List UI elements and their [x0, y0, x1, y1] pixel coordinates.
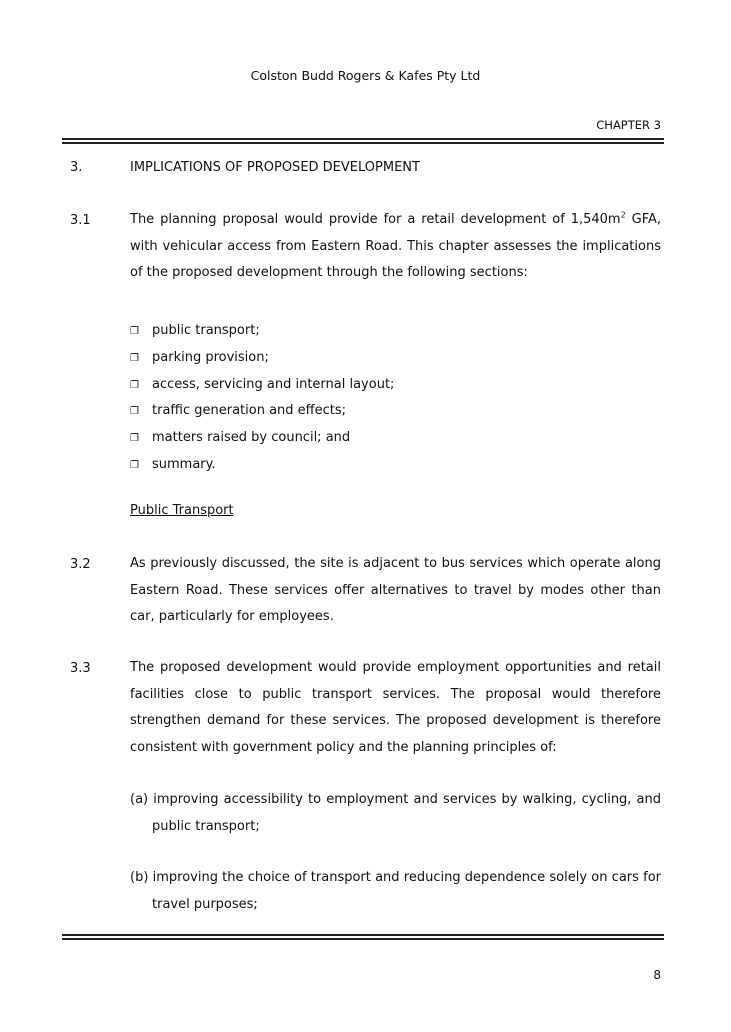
page-number: 8: [653, 968, 661, 982]
checkbox-bullet-icon: ❐: [130, 433, 139, 445]
section-number: 3.: [70, 160, 83, 175]
paragraph-3-1-text-b: GFA, with vehicular access from Eastern Road. This chapter assesses the implications of the proposed development through the following sections:: [130, 212, 662, 280]
list-item-a-line2: public transport;: [152, 818, 260, 834]
checkbox-bullet-icon: ❐: [130, 379, 139, 391]
list-item: [130, 372, 394, 399]
paragraph-number-3-2: 3.2: [70, 557, 91, 572]
list-item: [130, 425, 394, 452]
list-item-text: parking provision;: [152, 349, 269, 365]
subheading-public-transport: Public Transport: [130, 503, 234, 518]
bottom-double-rule: [62, 934, 664, 940]
list-item-b-line2: travel purposes;: [152, 896, 258, 912]
paragraph-3-3: The proposed development would provide employment opportunities and retail facilities close to public transport services. The proposal would therefore strengthen demand for these services. The proposed development is therefore consistent with government policy and the planning principles of:: [130, 660, 661, 755]
list-item-text: access, servicing and internal layout;: [152, 376, 395, 392]
list-item-text: matters raised by council; and: [152, 430, 351, 446]
list-item-b-line1: (b) improving the choice of transport and reducing dependence solely on cars for: [130, 870, 661, 885]
paragraph-3-1-text-a: The planning proposal would provide for a retail development of 1,540m: [130, 212, 621, 227]
header-firm-name: Colston Budd Rogers & Kafes Pty Ltd: [250, 68, 481, 83]
checkbox-bullet-icon: ❐: [130, 352, 139, 364]
section-title: IMPLICATIONS OF PROPOSED DEVELOPMENT: [130, 160, 420, 175]
list-item-a-line1: (a) improving accessibility to employment and services by walking, cycling, and: [130, 792, 661, 807]
paragraph-3-1: [130, 207, 661, 287]
list-item-a: [130, 787, 661, 840]
list-item-text: traffic generation and effects;: [152, 403, 347, 419]
list-item: [130, 452, 394, 479]
list-item-text: public transport;: [152, 323, 260, 338]
section-list: [130, 318, 394, 479]
checkbox-bullet-icon: ❐: [130, 326, 139, 337]
checkbox-bullet-icon: ❐: [130, 406, 139, 418]
list-item: [130, 345, 394, 372]
chapter-label: CHAPTER 3: [596, 118, 661, 132]
list-item-text: summary.: [152, 456, 216, 472]
checkbox-bullet-icon: ❐: [130, 459, 139, 471]
paragraph-number-3-1: 3.1: [70, 213, 91, 228]
top-double-rule: [62, 138, 664, 144]
paragraph-3-2: As previously discussed, the site is adjacent to bus services which operate along Eastern Road. These services offer alternatives to travel by modes other than car, particularly for employees.: [130, 556, 661, 624]
list-item-b: [130, 865, 661, 918]
list-item: [130, 398, 394, 425]
superscript-two: 2: [620, 210, 626, 220]
list-item: [130, 318, 394, 345]
paragraph-number-3-3: 3.3: [70, 661, 91, 676]
